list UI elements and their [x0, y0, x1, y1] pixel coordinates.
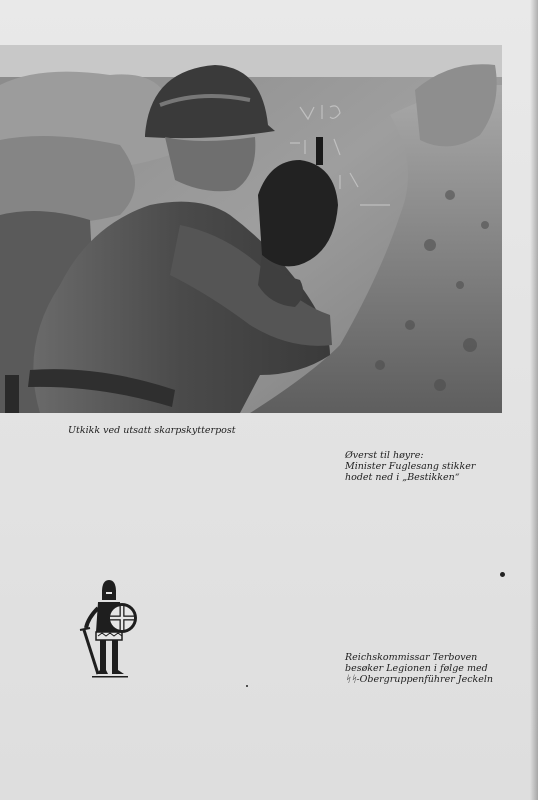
- trench-photograph: [0, 45, 502, 413]
- bottom-right-caption: [345, 652, 493, 685]
- bottom-right-caption-line-1: Reichskommissar Terboven: [345, 652, 478, 663]
- print-speck: [246, 685, 248, 687]
- legion-knight-emblem-icon: [78, 578, 140, 682]
- print-speck: [500, 572, 505, 577]
- top-right-caption-line-1: Øverst til høyre:: [345, 450, 424, 461]
- top-right-caption-line-3: hodet ned i „Bestikken“: [345, 472, 460, 483]
- top-right-caption-line-2: Minister Fuglesang stikker: [345, 461, 476, 472]
- bottom-right-caption-line-3: ᛋᛋ-Obergruppenführer Jeckeln: [345, 674, 494, 685]
- page-edge-shadow: [530, 0, 538, 800]
- bottom-right-caption-line-2: besøker Legionen i følge med: [345, 663, 488, 674]
- top-right-caption: [345, 450, 475, 483]
- photo-caption: Utkikk ved utsatt skarpskytterpost: [68, 425, 236, 436]
- trench-photo-drawing: [0, 45, 502, 413]
